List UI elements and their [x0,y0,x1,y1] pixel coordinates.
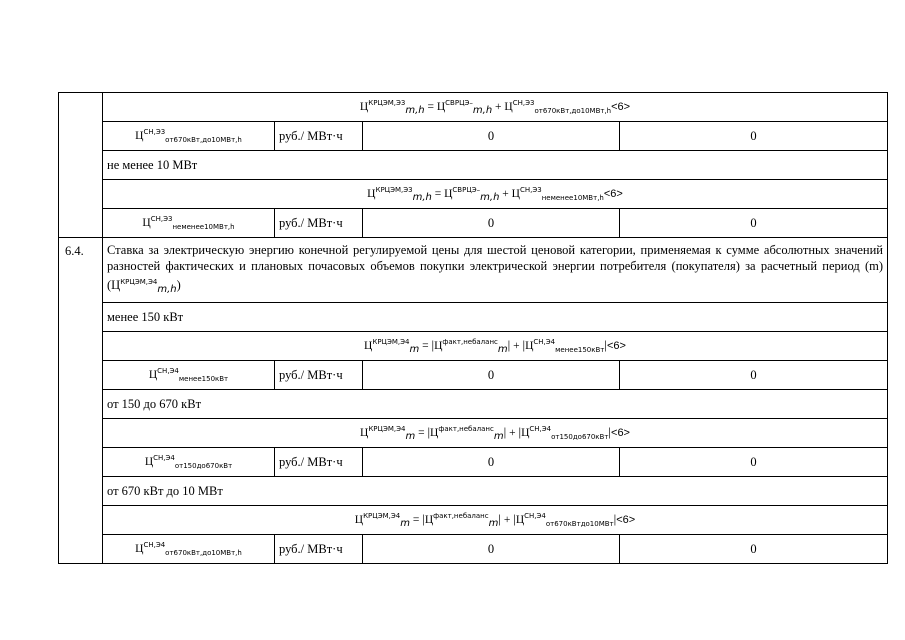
number-cell [59,93,103,238]
formula-cell [103,180,888,209]
formula-cell [103,93,888,122]
tariff-table [58,92,888,564]
formula-cell [103,332,888,361]
section-heading: менее 150 кВт [103,303,888,332]
value-cell: 0 [620,209,888,238]
value-cell: 0 [363,448,620,477]
formula: $Ц^{КРЦЭМ,Э4}_m = |Ц^{факт,небаланс}_m| + |Ц^{СН,Э4}_{менее150кВт}|<6>$ [364,337,626,355]
formula-row [59,332,888,361]
value-cell: 0 [363,122,620,151]
unit-cell: руб./ МВт·ч [275,535,363,564]
param-row [59,448,888,477]
section-row [59,238,888,303]
formula: $Ц^{КРЦЭМ,Э3}_{m,h} = Ц^{СВРЦЭ-}_{m,h} + Ц^{СН,Э3}_{от670кВт,до10МВт,h}<6>$ [359,99,631,116]
unit-cell: руб./ МВт·ч [275,122,363,151]
section-description: Ставка за электрическую энергию конечной регулируемой цены для шестой ценовой категории, применяемая к сумме абсолютных значений разностей фактических и плановых почасовых объемов покупки электрической энергии потребителя (покупателя) за расчетный период (m) $(Ц^{КРЦЭМ,Э4}_{m,h})$ [103,238,888,303]
formula-row [59,180,888,209]
unit-cell: руб./ МВт·ч [275,209,363,238]
param-symbol: $Ц^{СН,Э4}_{от150до670кВт}$ [103,448,275,477]
tariff-document [58,92,887,564]
unit-cell: руб./ МВт·ч [275,361,363,390]
formula: $Ц^{КРЦЭМ,Э4}_m = |Ц^{факт,небаланс}_m| + |Ц^{СН,Э4}_{от670кВтдо10МВт}|<6>$ [354,511,636,529]
section-heading-row [59,303,888,332]
param-symbol: $Ц^{СН,Э3}_{от670кВт,до10МВт,h}$ [103,122,275,151]
section-number: 6.4. [59,238,103,564]
formula: $Ц^{КРЦЭМ,Э3}_{m,h} = Ц^{СВРЦЭ-}_{m,h} + Ц^{СН,Э3}_{неменее10МВт,h}<6>$ [367,186,623,203]
formula-row [59,506,888,535]
value-cell: 0 [620,122,888,151]
section-heading-row [59,477,888,506]
value-cell: 0 [620,361,888,390]
formula-cell [103,419,888,448]
formula-row [59,93,888,122]
section-heading-row [59,390,888,419]
value-cell: 0 [363,361,620,390]
unit-cell: руб./ МВт·ч [275,448,363,477]
value-cell: 0 [620,448,888,477]
param-row [59,361,888,390]
value-cell: 0 [620,535,888,564]
param-row [59,535,888,564]
formula: $Ц^{КРЦЭМ,Э4}_m = |Ц^{факт,небаланс}_m| + |Ц^{СН,Э4}_{от150до670кВт}|<6>$ [360,424,630,442]
section-heading: от 670 кВт до 10 МВт [103,477,888,506]
param-row [59,122,888,151]
section-heading-row [59,151,888,180]
param-symbol: $Ц^{СН,Э4}_{от670кВт,до10МВт,h}$ [103,535,275,564]
formula-row [59,419,888,448]
formula-cell [103,506,888,535]
param-symbol: $Ц^{СН,Э4}_{менее150кВт}$ [103,361,275,390]
param-row [59,209,888,238]
section-heading: от 150 до 670 кВт [103,390,888,419]
param-symbol: $Ц^{СН,Э3}_{неменее10МВт,h}$ [103,209,275,238]
value-cell: 0 [363,535,620,564]
value-cell: 0 [363,209,620,238]
section-heading: не менее 10 МВт [103,151,888,180]
